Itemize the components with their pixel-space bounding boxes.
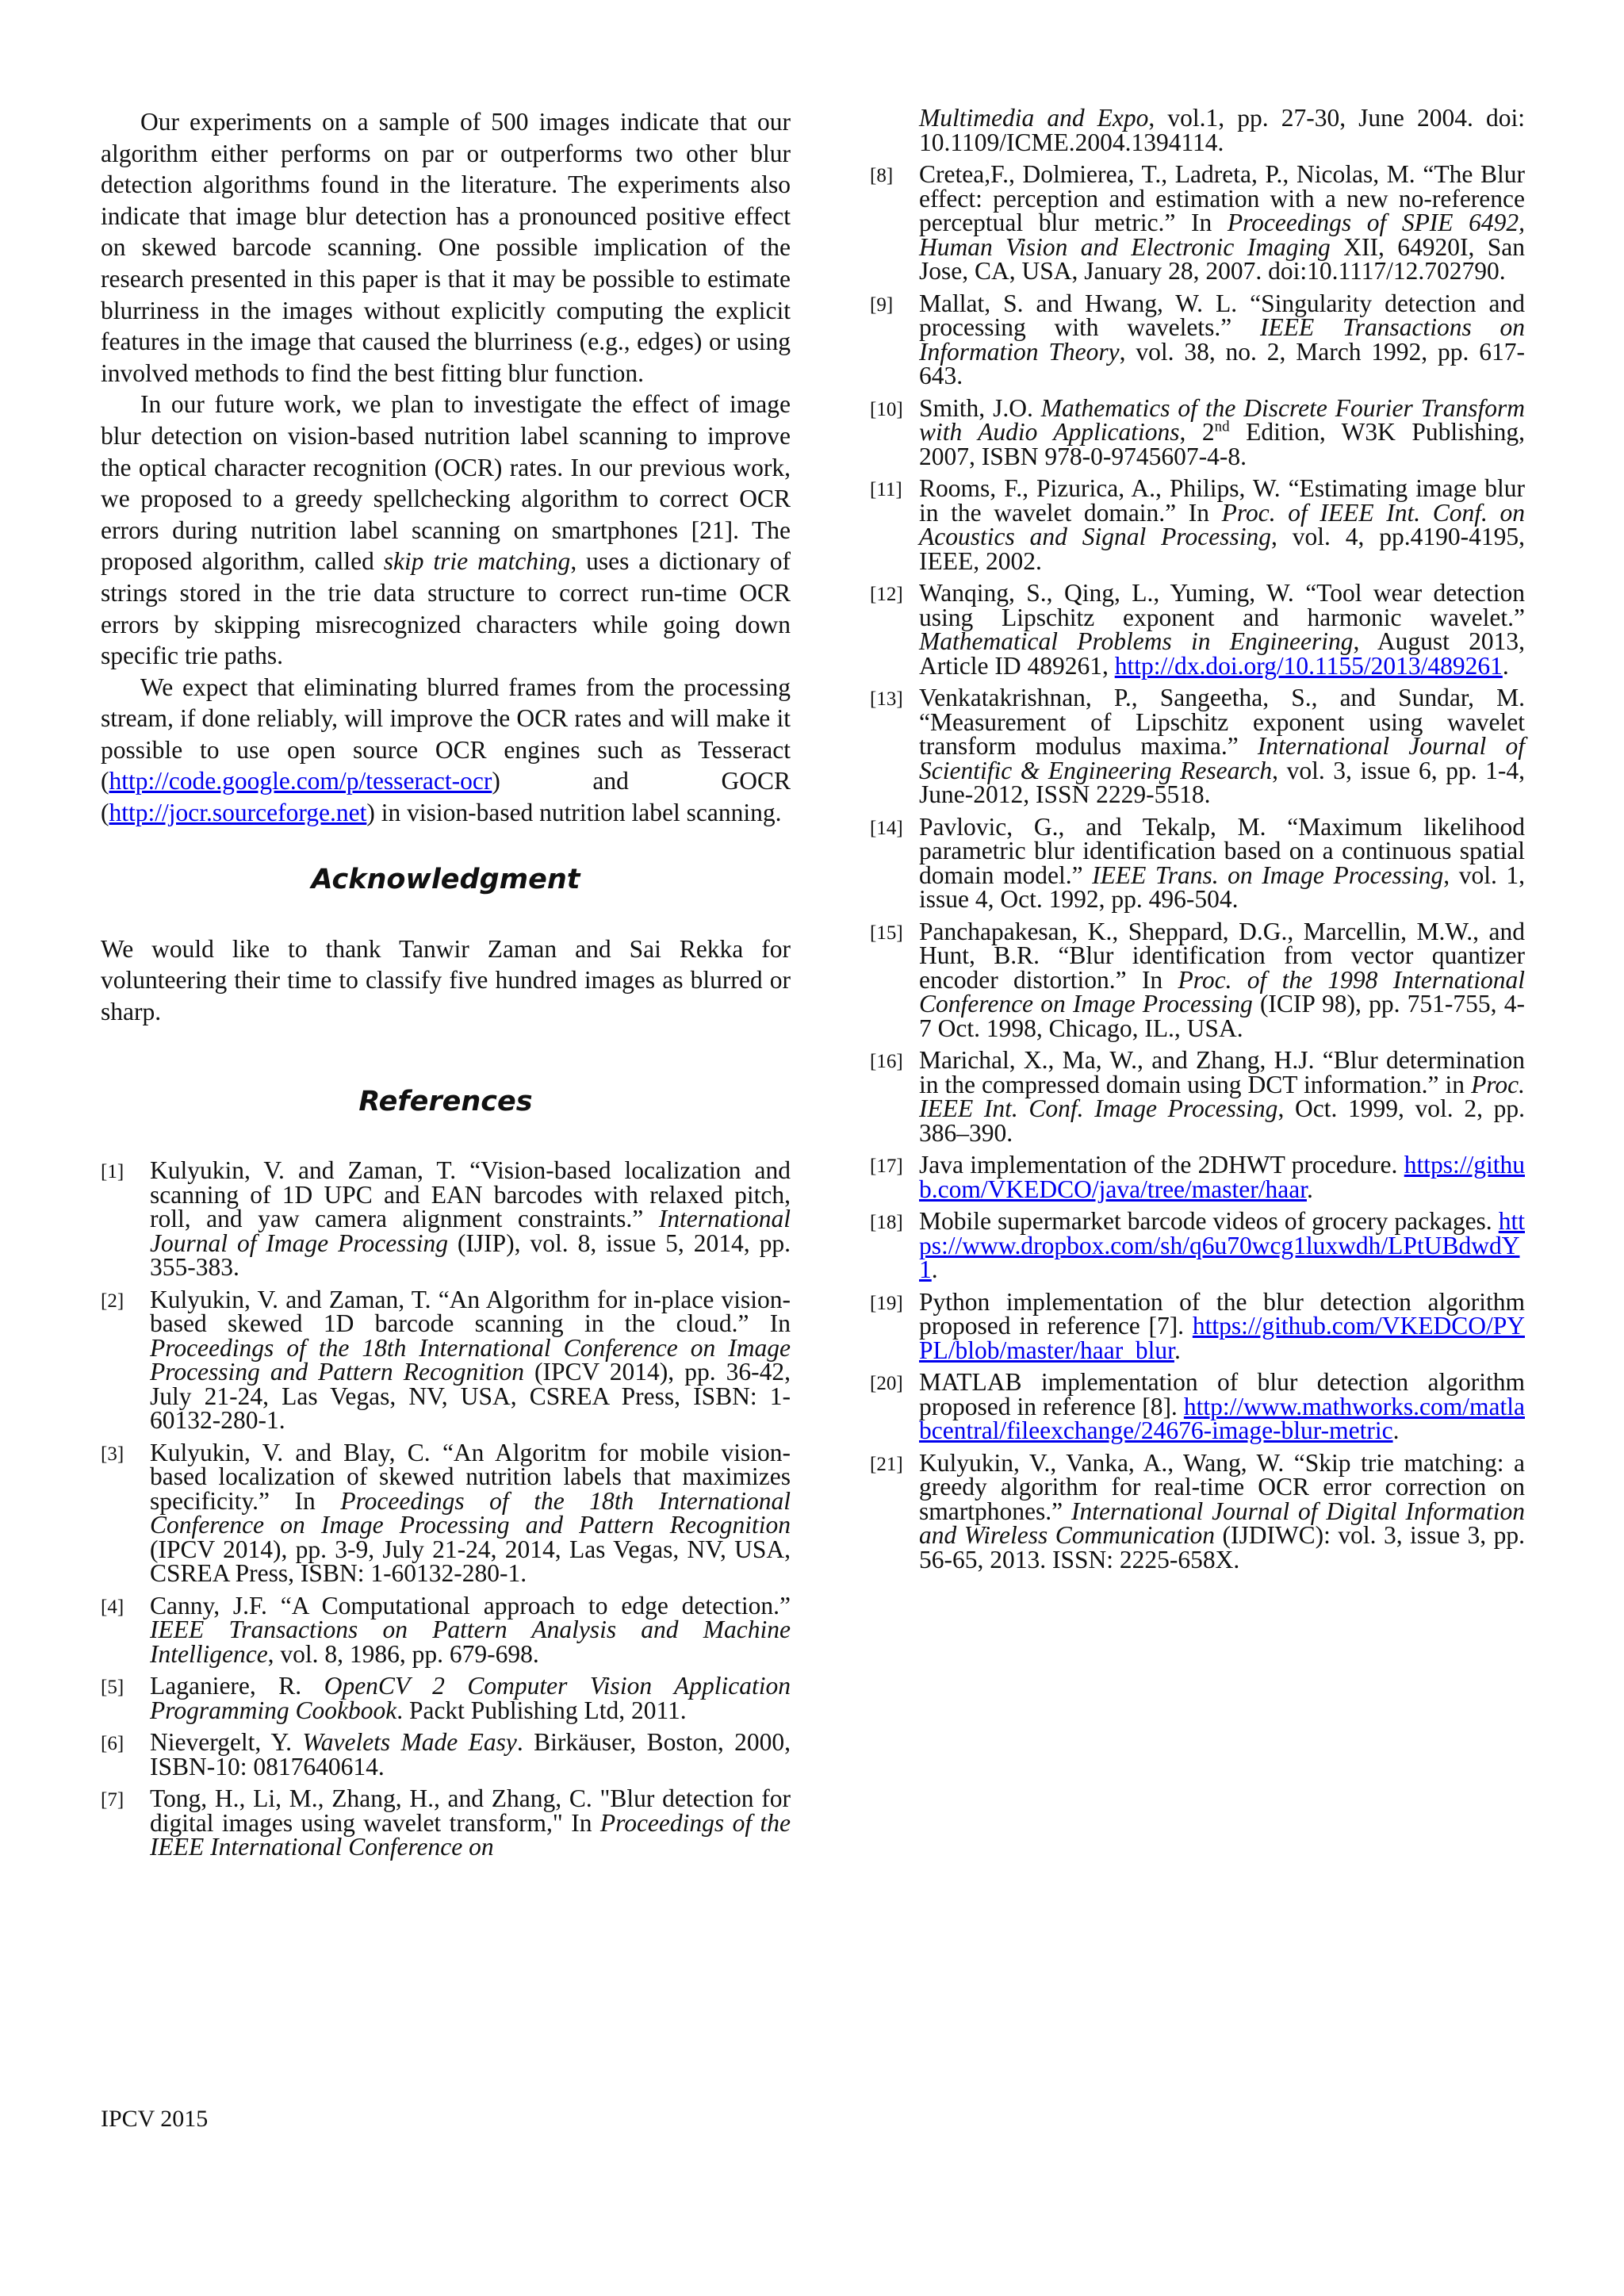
doi-link-ref-12[interactable]: http://dx.doi.org/10.1155/2013/489261 (1114, 651, 1503, 680)
reference-6: [6] Nievergelt, Y. Wavelets Made Easy. Birkäuser, Boston, 2000, ISBN-10: 0817640614. (101, 1728, 791, 1780)
reference-3: [3] Kulyukin, V. and Blay, C. “An Algoritm for mobile vision-based localization of skewed nutrition labels that maximizes specificity.” In Proceedings of the 18th International Conference on Image Processing and Pattern Recognition (IPCV 2014), pp. 3-9, July 21-24, 2014, Las Vegas, NV, USA, CSREA Press, ISBN: 1-60132-280-1. (101, 1438, 791, 1588)
reference-17: [17] Java implementation of the 2DHWT procedure. https://github.com/VKEDCO/java/tree/master/haar. (870, 1151, 1525, 1203)
left-column (101, 106, 791, 1868)
reference-14: [14] Pavlovic, G., and Tekalp, M. “Maximum likelihood parametric blur identification based on a continuous spatial domain model.” IEEE Trans. on Image Processing, vol. 1, issue 4, Oct. 1992, pp. 496-504. (870, 812, 1525, 913)
reference-8: [8] Cretea,F., Dolmierea, T., Ladreta, P., Nicolas, M. “The Blur effect: perception and estimation with a new no-reference perceptual blur metric.” In Proceedings of SPIE 6492, Human Vision and Electronic Imaging XII, 64920I, San Jose, CA, USA, January 28, 2007. doi:10.1117/12.702790. (870, 160, 1526, 285)
reference-list-left (101, 1156, 791, 1861)
page-footer: IPCV 2015 (101, 2106, 209, 2132)
reference-5: [5] Laganiere, R. OpenCV 2 Computer Vision Application Programming Cookbook. Packt Publishing Ltd, 2011. (101, 1672, 791, 1724)
python-haar-blur-link[interactable]: https://github.com/VKEDCO/PYPL/blob/master/haar_blur (919, 1312, 1525, 1364)
reference-16: [16] Marichal, X., Ma, W., and Zhang, H.J. “Blur determination in the compressed domain using DCT information.” in Proc. IEEE Int. Conf. Image Processing, Oct. 1999, vol. 2, pp. 386–390. (870, 1046, 1526, 1147)
java-haar-link[interactable]: https://github.com/VKEDCO/java/tree/master/haar (919, 1151, 1525, 1203)
reference-12: [12] Wanqing, S., Qing, L., Yuming, W. “Tool wear detection using Lipschitz exponent and harmonic wavelet.” Mathematical Problems in Engineering, August 2013, Article ID 489261, http://dx.doi.org/10.1155/2013/489261. (870, 579, 1525, 680)
reference-1: [1] Kulyukin, V. and Zaman, T. “Vision-based localization and scanning of 1D UPC and EAN barcodes with relaxed pitch, roll, and yaw camera alignment constraints.” International Journal of Image Processing (IJIP), vol. 8, issue 5, 2014, pp. 355-383. (101, 1156, 791, 1282)
reference-19: [19] Python implementation of the blur detection algorithm proposed in reference [7]. https://github.com/VKEDCO/PYPL/blob/master/haar_blur. (870, 1287, 1525, 1364)
tesseract-link[interactable]: http://code.google.com/p/tesseract-ocr (109, 767, 492, 795)
gocr-link[interactable]: http://jocr.sourceforge.net (109, 799, 367, 827)
reference-10: [10] Smith, J.O. Mathematics of the Discrete Fourier Transform with Audio Applications, 2nd Edition, W3K Publishing, 2007, ISBN 978-0-9745607-4-8. (870, 393, 1525, 470)
reference-11: [11] Rooms, F., Pizurica, A., Philips, W. “Estimating image blur in the wavelet domain.” In Proc. of IEEE Int. Conf. on Acoustics and Signal Processing, vol. 4, pp.4190-4195, IEEE, 2002. (870, 474, 1525, 575)
right-column (870, 106, 1525, 1580)
references-heading: References (358, 1086, 533, 1118)
dropbox-videos-link[interactable]: https://www.dropbox.com/sh/q6u70wcg1luxwdh/LPtUBdwdY1 (919, 1207, 1525, 1283)
reference-20: [20] MATLAB implementation of blur detection algorithm proposed in reference [8]. http://www.mathworks.com/matlabcentral/fileexchange/24676-image-blur-metric. (870, 1368, 1525, 1444)
reference-4: [4] Canny, J.F. “A Computational approach to edge detection.” IEEE Transactions on Pattern Analysis and Machine Intelligence, vol. 8, 1986, pp. 679-698. (101, 1591, 791, 1668)
reference-18: [18] Mobile supermarket barcode videos of grocery packages. https://www.dropbox.com/sh/q6u70wcg1luxwdh/LPtUBdwdY1. (870, 1207, 1525, 1283)
acknowledgment-heading: Acknowledgment (311, 863, 580, 895)
reference-15: [15] Panchapakesan, K., Sheppard, D.G., Marcellin, M.W., and Hunt, B.R. “Blur identification from vector quantizer encoder distortion.” In Proc. of the 1998 International Conference on Image Processing (ICIP 98), pp. 751-755, 4-7 Oct. 1998, Chicago, IL., USA. (870, 917, 1525, 1042)
reference-2: [2] Kulyukin, V. and Zaman, T. “An Algorithm for in-place vision-based skewed 1D barcode scanning in the cloud.” In Proceedings of the 18th International Conference on Image Processing and Pattern Recognition (IPCV 2014), pp. 36-42, July 21-24, Las Vegas, NV, USA, CSREA Press, ISBN: 1-60132-280-1. (101, 1285, 791, 1435)
paragraph-conclusion: Our experiments on a sample of 500 images indicate that our algorithm either performs on par or outperforms two other blur detection algorithms found in the literature. The experiments also indicate that image blur detection has a pronounced positive effect on skewed barcode scanning. One possible implication of the research presented in this paper is that it may be possible to estimate blurriness in the images without explicitly computing the explicit features in the image that caused the blurriness (e.g., edges) or using involved methods to find the best fitting blur function. (101, 108, 791, 387)
reference-9: [9] Mallat, S. and Hwang, W. L. “Singularity detection and processing with wavelets.” IEEE Transactions on Information Theory, vol. 38, no. 2, March 1992, pp. 617-643. (870, 289, 1526, 389)
reference-13: [13] Venkatakrishnan, P., Sangeetha, S., and Sundar, M. “Measurement of Lipschitz exponent using wavelet transform modulus maxima.” International Journal of Scientific & Engineering Research, vol. 3, issue 6, pp. 1-4, June-2012, ISSN 2229-5518. (870, 684, 1525, 808)
paragraph-ocr: We expect that eliminating blurred frames from the processing stream, if done reliably, will improve the OCR rates and will make it possible to use open source OCR engines such as Tesseract (http://code.google.com/p/tesseract-ocr) and GOCR (http://jocr.sourceforge.net) in vision-based nutrition label scanning. (101, 673, 791, 827)
reference-7: [7] Tong, H., Li, M., Zhang, H., and Zhang, C. "Blur detection for digital images using wavelet transform," In Proceedings of the IEEE International Conference on (101, 1784, 791, 1861)
acknowledgment-text: We would like to thank Tanwir Zaman and Sai Rekka for volunteering their time to classify five hundred images as blurred or sharp. (101, 934, 791, 1025)
reference-7-continued: Multimedia and Expo, vol.1, pp. 27-30, June 2004. doi: 10.1109/ICME.2004.1394114. (919, 104, 1525, 156)
matlab-blur-metric-link[interactable]: http://www.mathworks.com/matlabcentral/fileexchange/24676-image-blur-metric (919, 1392, 1525, 1444)
reference-list-right (870, 160, 1526, 1573)
reference-21: [21] Kulyukin, V., Vanka, A., Wang, W. “Skip trie matching: a greedy algorithm for real-time OCR error correction on smartphones.” International Journal of Digital Information and Wireless Communication (IJDIWC): vol. 3, issue 3, pp. 56-65, 2013. ISSN: 2225-658X. (870, 1448, 1525, 1573)
paragraph-future-work: In our future work, we plan to investigate the effect of image blur detection on vision-based nutrition label scanning to improve the optical character recognition (OCR) rates. In our previous work, we proposed to a greedy spellchecking algorithm to correct OCR errors during nutrition label scanning on smartphones [21]. The proposed algorithm, called skip trie matching, uses a dictionary of strings stored in the trie data structure to correct run-time OCR errors by skipping misrecognized characters while going down specific trie paths. (101, 390, 791, 670)
